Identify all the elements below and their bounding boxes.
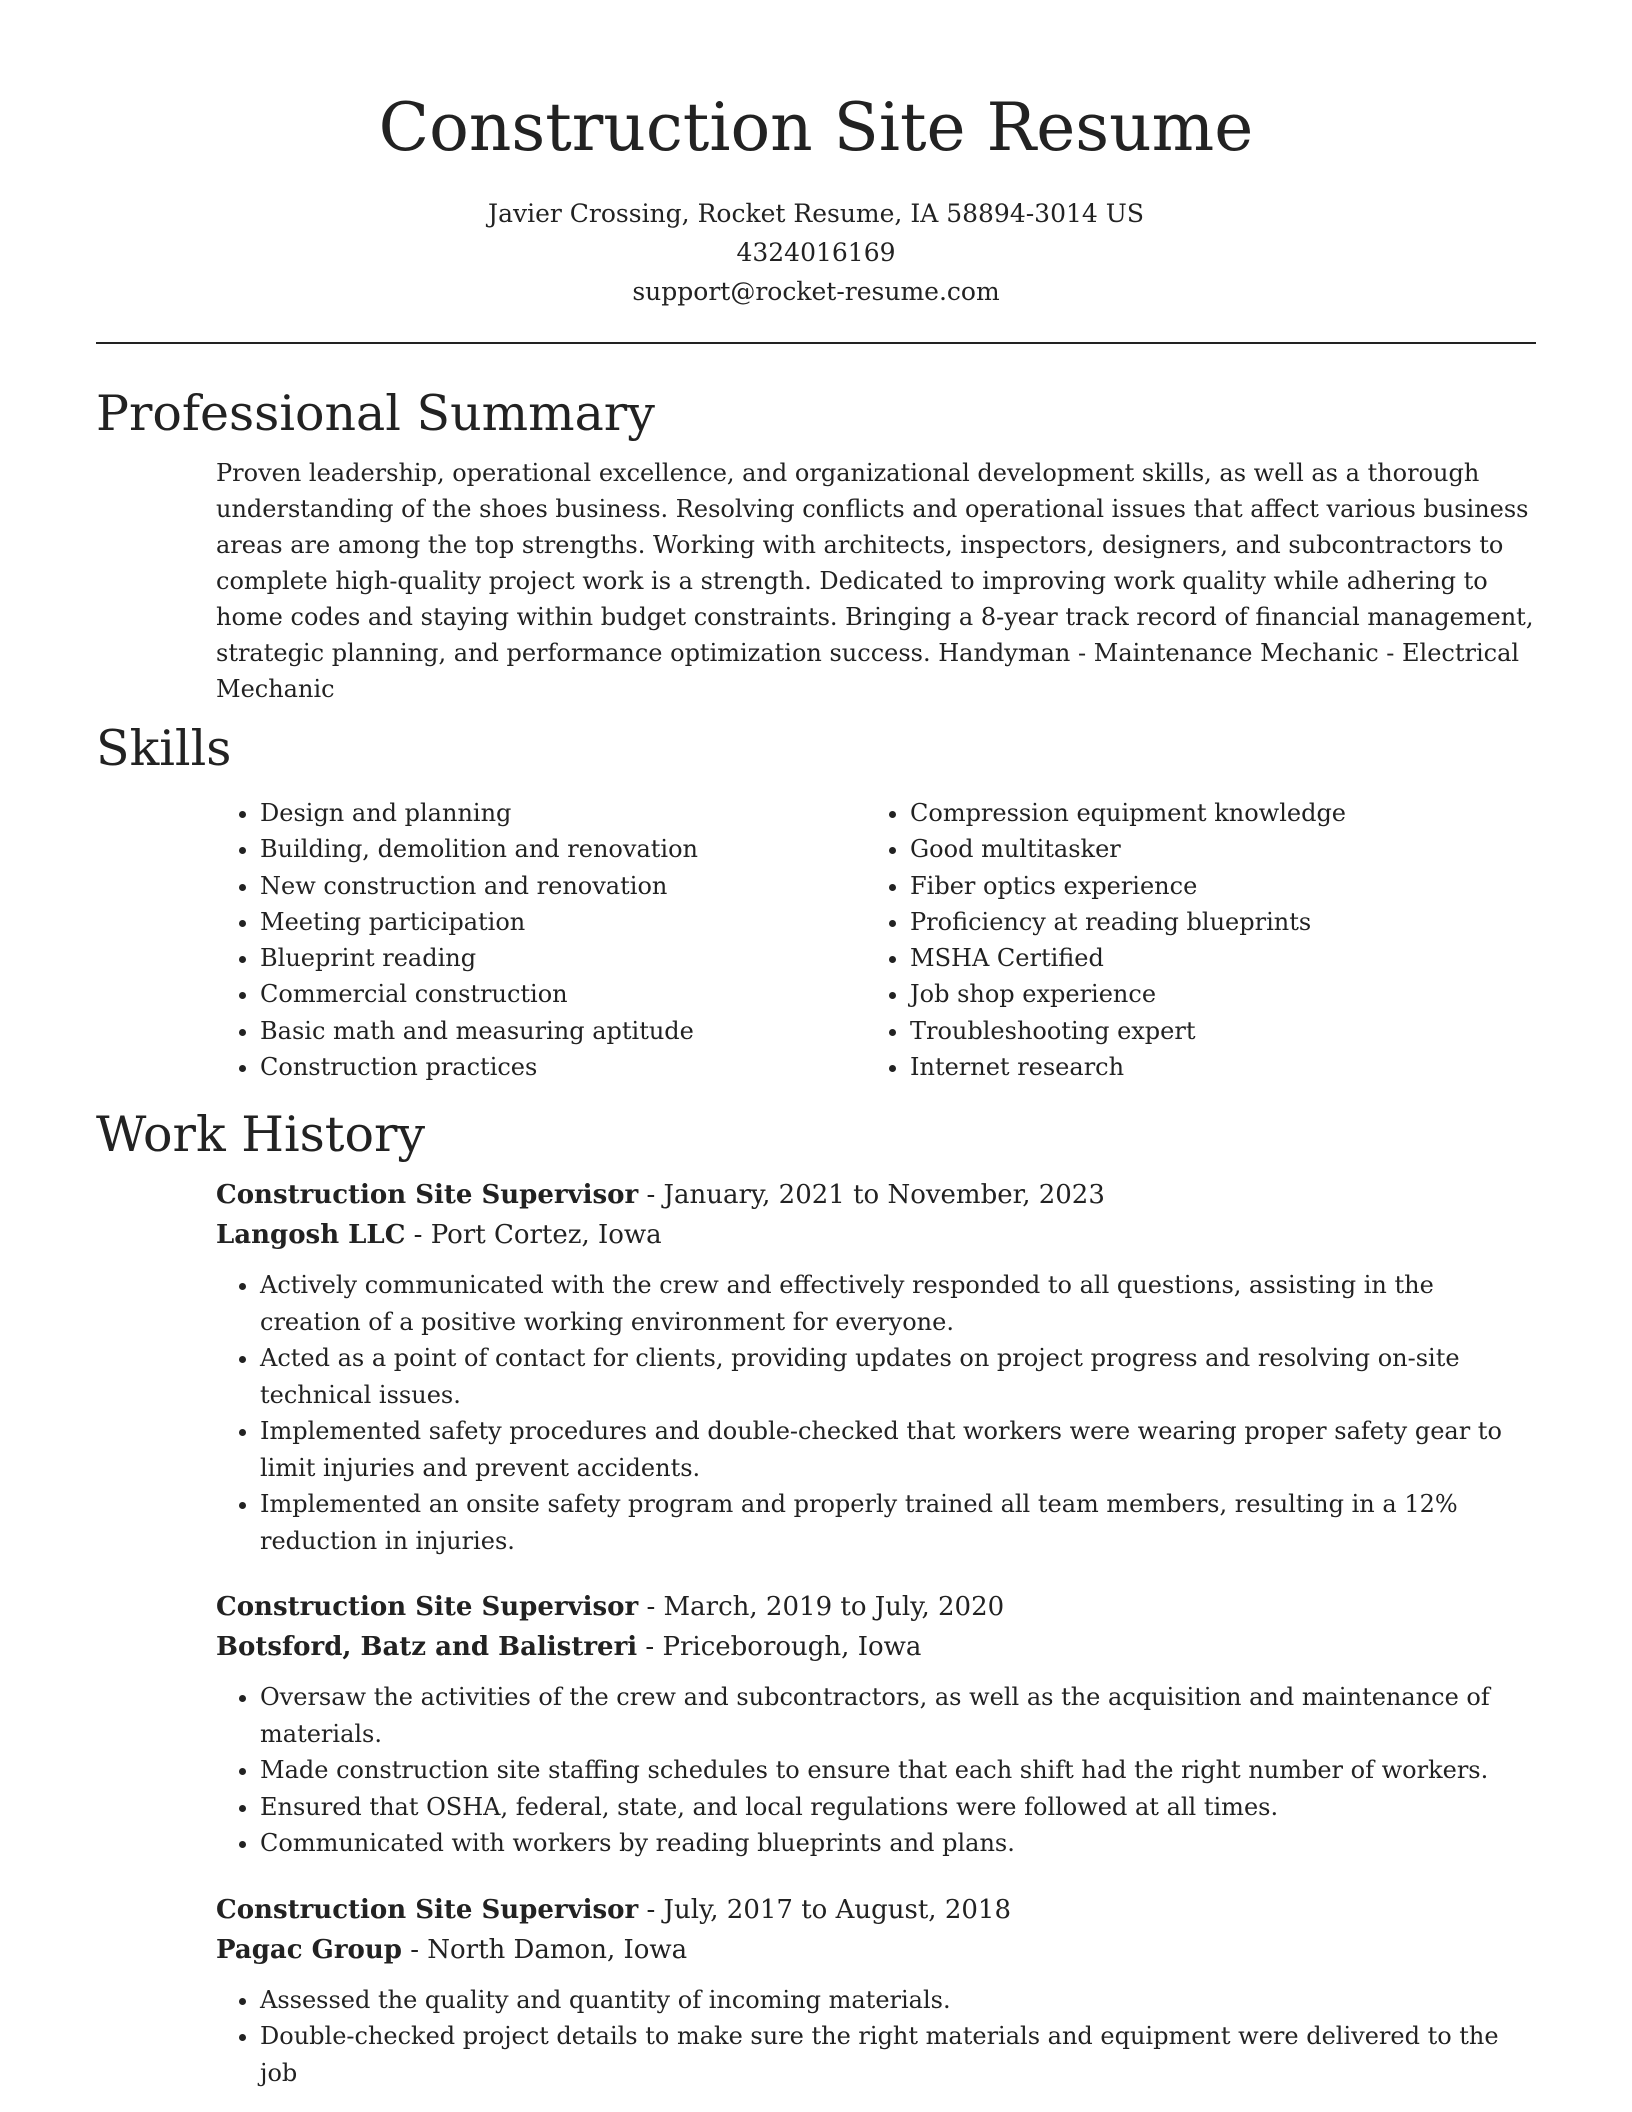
job-role: Construction Site Supervisor — [216, 1180, 639, 1211]
job-role: Construction Site Supervisor — [216, 1894, 639, 1925]
skills-grid — [216, 795, 1536, 1085]
job-dates: - January, 2021 to November, 2023 — [638, 1180, 1105, 1211]
job-bullet: • Acted as a point of contact for clients, providing updates on project progress and resolving on-site technical issues. — [260, 1340, 1536, 1413]
skill-item: • Internet research — [910, 1049, 1516, 1085]
work-history-section — [96, 1105, 1536, 2091]
job-bullet: • Oversaw the activities of the crew and subcontractors, as well as the acquisition and maintenance of materials. — [260, 1679, 1536, 1752]
skill-item: • Fiber optics experience — [910, 868, 1516, 904]
job-bullet: • Assessed the quality and quantity of incoming materials. — [260, 1982, 1536, 2019]
job-role: Construction Site Supervisor — [216, 1592, 639, 1623]
skill-item: • Basic math and measuring aptitude — [260, 1013, 866, 1049]
summary-section — [96, 384, 1536, 707]
job-title-line — [216, 1175, 1536, 1215]
job-bullet: • Double-checked project details to make sure the right materials and equipment were delivered to the job — [260, 2018, 1536, 2091]
skill-item: • Blueprint reading — [260, 940, 866, 976]
job-company-line — [216, 1627, 1536, 1667]
skills-section — [96, 719, 1536, 1085]
resume-page — [96, 0, 1536, 2091]
contact-info — [96, 194, 1536, 311]
job-title-line — [216, 1587, 1536, 1627]
skill-item: • New construction and renovation — [260, 868, 866, 904]
job-company-line — [216, 1930, 1536, 1970]
contact-phone: 4324016169 — [736, 238, 896, 267]
job-bullet: • Implemented an onsite safety program and properly trained all team members, resulting in a 12% reduction in injuries. — [260, 1486, 1536, 1559]
skills-list-left — [216, 795, 866, 1085]
job-dates: - July, 2017 to August, 2018 — [638, 1894, 1011, 1925]
job-bullet: • Made construction site staffing schedules to ensure that each shift had the right number of workers. — [260, 1752, 1536, 1789]
job-entry — [216, 1890, 1536, 2092]
skill-item: • Job shop experience — [910, 976, 1516, 1012]
work-history-heading: Work History — [96, 1106, 426, 1164]
skill-item: • Design and planning — [260, 795, 866, 831]
job-bullet: • Ensured that OSHA, federal, state, and local regulations were followed at all times. — [260, 1789, 1536, 1826]
job-company: Langosh LLC — [216, 1220, 406, 1251]
job-company: Botsford, Batz and Balistreri — [216, 1632, 638, 1663]
job-bullet: • Actively communicated with the crew and effectively responded to all questions, assisting in the creation of a positive working environment for everyone. — [260, 1267, 1536, 1340]
skill-item: • Commercial construction — [260, 976, 866, 1012]
header-divider — [96, 342, 1536, 344]
job-bullets — [216, 1679, 1536, 1862]
contact-email: support@rocket-resume.com — [632, 277, 1000, 306]
resume-header — [96, 0, 1536, 311]
skills-heading: Skills — [96, 720, 232, 777]
job-bullets — [216, 1982, 1536, 2092]
summary-heading: Professional Summary — [96, 385, 655, 442]
skill-item: • Construction practices — [260, 1049, 866, 1085]
job-title-line — [216, 1890, 1536, 1930]
job-location: - Port Cortez, Iowa — [405, 1220, 662, 1251]
skill-item: • Building, demolition and renovation — [260, 831, 866, 867]
job-company-line — [216, 1215, 1536, 1255]
resume-title: Construction Site Resume — [378, 89, 1254, 166]
job-entry — [216, 1175, 1536, 1559]
skill-item: • Meeting participation — [260, 904, 866, 940]
contact-address: Javier Crossing, Rocket Resume, IA 58894-3014 US — [488, 199, 1144, 228]
skill-item: • MSHA Certified — [910, 940, 1516, 976]
job-location: - Priceborough, Iowa — [637, 1632, 922, 1663]
job-company: Pagac Group — [216, 1934, 402, 1965]
job-bullet: • Communicated with workers by reading blueprints and plans. — [260, 1825, 1536, 1862]
job-dates: - March, 2019 to July, 2020 — [638, 1592, 1005, 1623]
job-bullet: • Implemented safety procedures and double-checked that workers were wearing proper safety gear to limit injuries and prevent accidents. — [260, 1413, 1536, 1486]
summary-text: Proven leadership, operational excellence, and organizational development skills, as well as a thorough understanding of the shoes business. Resolving conflicts and operational issues that affect various business areas are among the top strengths. Working with architects, inspectors, designers, and subcontractors to complete high-quality project work is a strength. Dedicated to improving work quality while adhering to home codes and staying within budget constraints. Bringing a 8-year track record of financial management, strategic planning, and performance optimization success. Handyman - Maintenance Mechanic - Electrical Mechanic — [216, 459, 1534, 703]
job-bullets — [216, 1267, 1536, 1559]
skill-item: • Troubleshooting expert — [910, 1013, 1516, 1049]
skill-item: • Good multitasker — [910, 831, 1516, 867]
skills-list-right — [866, 795, 1516, 1085]
job-entry — [216, 1587, 1536, 1862]
skill-item: • Compression equipment knowledge — [910, 795, 1516, 831]
skill-item: • Proficiency at reading blueprints — [910, 904, 1516, 940]
job-location: - North Damon, Iowa — [401, 1934, 688, 1965]
